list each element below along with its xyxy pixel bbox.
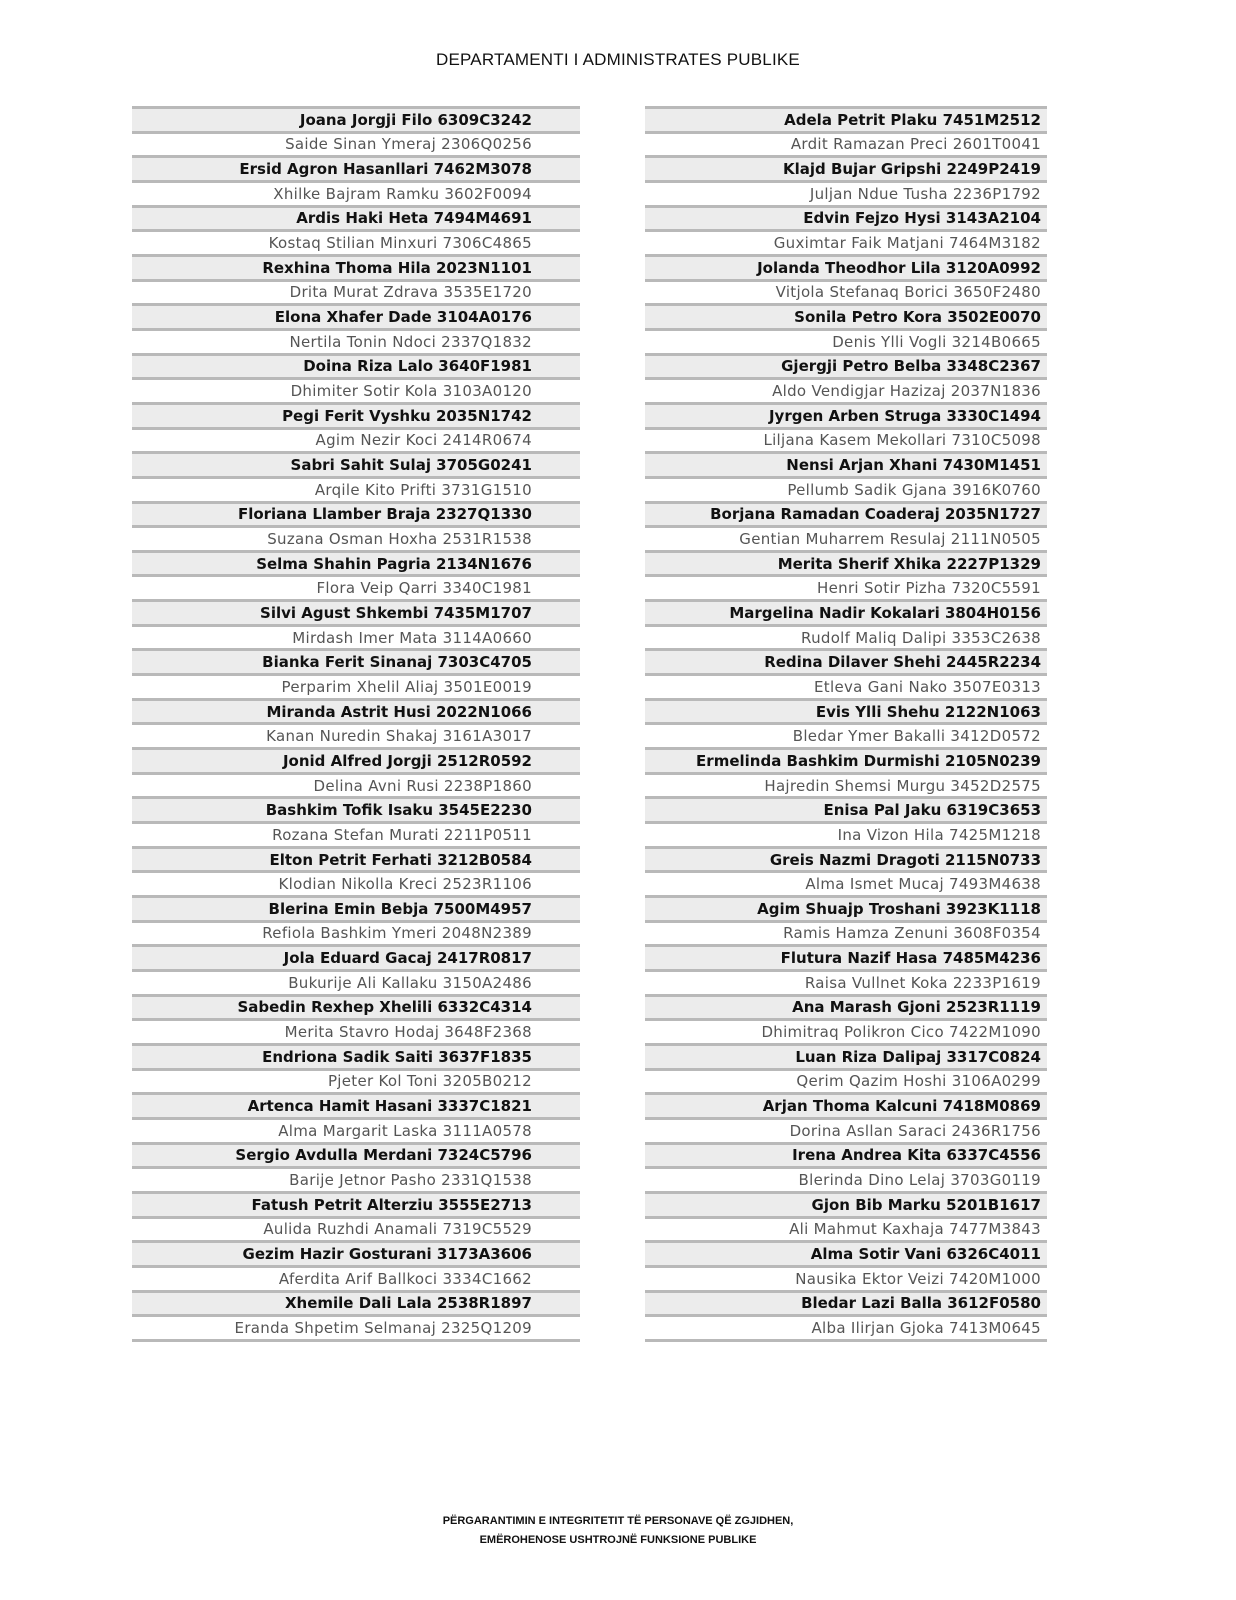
list-item: Nausika Ektor Veizi 7420M1000 [645,1265,1047,1290]
list-item: Bashkim Tofik Isaku 3545E2230 [132,796,580,821]
list-item: Barije Jetnor Pasho 2331Q1538 [132,1166,580,1191]
list-item: Adela Petrit Plaku 7451M2512 [645,106,1047,131]
list-item: Redina Dilaver Shehi 2445R2234 [645,648,1047,673]
list-item: Elona Xhafer Dade 3104A0176 [132,303,580,328]
list-item: Raisa Vullnet Koka 2233P1619 [645,969,1047,994]
list-item: Rozana Stefan Murati 2211P0511 [132,821,580,846]
list-item: Klodian Nikolla Kreci 2523R1106 [132,870,580,895]
list-item: Bledar Lazi Balla 3612F0580 [645,1290,1047,1315]
list-item: Sabedin Rexhep Xhelili 6332C4314 [132,994,580,1019]
list-item: Suzana Osman Hoxha 2531R1538 [132,525,580,550]
column-bottom-rule [645,1339,1047,1342]
list-item: Merita Sherif Xhika 2227P1329 [645,550,1047,575]
list-item: Liljana Kasem Mekollari 7310C5098 [645,427,1047,452]
list-item: Xhemile Dali Lala 2538R1897 [132,1290,580,1315]
list-item: Flora Veip Qarri 3340C1981 [132,574,580,599]
list-item: Saide Sinan Ymeraj 2306Q0256 [132,131,580,156]
list-item: Aldo Vendigjar Hazizaj 2037N1836 [645,377,1047,402]
left-name-list [132,106,580,1342]
list-item: Jyrgen Arben Struga 3330C1494 [645,402,1047,427]
list-item: Pjeter Kol Toni 3205B0212 [132,1068,580,1093]
list-item: Guximtar Faik Matjani 7464M3182 [645,229,1047,254]
list-item: Pegi Ferit Vyshku 2035N1742 [132,402,580,427]
list-item: Gezim Hazir Gosturani 3173A3606 [132,1240,580,1265]
list-item: Merita Stavro Hodaj 3648F2368 [132,1018,580,1043]
list-item: Denis Ylli Vogli 3214B0665 [645,328,1047,353]
list-item: Bianka Ferit Sinanaj 7303C4705 [132,648,580,673]
list-item: Dorina Asllan Saraci 2436R1756 [645,1117,1047,1142]
list-item: Floriana Llamber Braja 2327Q1330 [132,501,580,526]
list-item: Etleva Gani Nako 3507E0313 [645,673,1047,698]
list-item: Aferdita Arif Ballkoci 3334C1662 [132,1265,580,1290]
list-item: Dhimitraq Polikron Cico 7422M1090 [645,1018,1047,1043]
list-item: Silvi Agust Shkembi 7435M1707 [132,599,580,624]
list-item: Rexhina Thoma Hila 2023N1101 [132,254,580,279]
list-item: Alma Margarit Laska 3111A0578 [132,1117,580,1142]
list-item: Juljan Ndue Tusha 2236P1792 [645,180,1047,205]
list-item: Sergio Avdulla Merdani 7324C5796 [132,1142,580,1167]
list-item: Agim Shuajp Troshani 3923K1118 [645,895,1047,920]
list-item: Nertila Tonin Ndoci 2337Q1832 [132,328,580,353]
list-item: Doina Riza Lalo 3640F1981 [132,353,580,378]
list-item: Bukurije Ali Kallaku 3150A2486 [132,969,580,994]
list-item: Jonid Alfred Jorgji 2512R0592 [132,747,580,772]
list-item: Ramis Hamza Zenuni 3608F0354 [645,920,1047,945]
list-item: Aulida Ruzhdi Anamali 7319C5529 [132,1216,580,1241]
list-item: Hajredin Shemsi Murgu 3452D2575 [645,772,1047,797]
list-item: Alba Ilirjan Gjoka 7413M0645 [645,1314,1047,1339]
list-item: Gentian Muharrem Resulaj 2111N0505 [645,525,1047,550]
list-item: Nensi Arjan Xhani 7430M1451 [645,451,1047,476]
list-item: Margelina Nadir Kokalari 3804H0156 [645,599,1047,624]
list-item: Arqile Kito Prifti 3731G1510 [132,476,580,501]
list-item: Perparim Xhelil Aliaj 3501E0019 [132,673,580,698]
list-item: Edvin Fejzo Hysi 3143A2104 [645,205,1047,230]
list-item: Mirdash Imer Mata 3114A0660 [132,624,580,649]
list-item: Ina Vizon Hila 7425M1218 [645,821,1047,846]
list-item: Kanan Nuredin Shakaj 3161A3017 [132,722,580,747]
list-item: Arjan Thoma Kalcuni 7418M0869 [645,1092,1047,1117]
list-item: Alma Ismet Mucaj 7493M4638 [645,870,1047,895]
list-item: Enisa Pal Jaku 6319C3653 [645,796,1047,821]
list-item: Gjon Bib Marku 5201B1617 [645,1191,1047,1216]
list-item: Ermelinda Bashkim Durmishi 2105N0239 [645,747,1047,772]
list-item: Blerinda Dino Lelaj 3703G0119 [645,1166,1047,1191]
list-item: Evis Ylli Shehu 2122N1063 [645,698,1047,723]
list-item: Eranda Shpetim Selmanaj 2325Q1209 [132,1314,580,1339]
list-item: Ardis Haki Heta 7494M4691 [132,205,580,230]
right-name-list [645,106,1047,1342]
list-item: Qerim Qazim Hoshi 3106A0299 [645,1068,1047,1093]
list-item: Luan Riza Dalipaj 3317C0824 [645,1043,1047,1068]
list-item: Artenca Hamit Hasani 3337C1821 [132,1092,580,1117]
list-item: Borjana Ramadan Coaderaj 2035N1727 [645,501,1047,526]
list-item: Delina Avni Rusi 2238P1860 [132,772,580,797]
list-item: Ali Mahmut Kaxhaja 7477M3843 [645,1216,1047,1241]
list-item: Greis Nazmi Dragoti 2115N0733 [645,846,1047,871]
list-item: Jola Eduard Gacaj 2417R0817 [132,944,580,969]
footer-line-2: EMËROHENOSE USHTROJNË FUNKSIONE PUBLIKE [479,1534,757,1546]
list-item: Pellumb Sadik Gjana 3916K0760 [645,476,1047,501]
list-item: Agim Nezir Koci 2414R0674 [132,427,580,452]
list-item: Elton Petrit Ferhati 3212B0584 [132,846,580,871]
page-title: DEPARTAMENTI I ADMINISTRATES PUBLIKE [436,50,800,69]
list-item: Irena Andrea Kita 6337C4556 [645,1142,1047,1167]
list-item: Alma Sotir Vani 6326C4011 [645,1240,1047,1265]
list-item: Xhilke Bajram Ramku 3602F0094 [132,180,580,205]
list-item: Refiola Bashkim Ymeri 2048N2389 [132,920,580,945]
footer-line-1: PËRGARANTIMIN E INTEGRITETIT TË PERSONAVE QË ZGJIDHEN, [442,1515,794,1527]
list-item: Joana Jorgji Filo 6309C3242 [132,106,580,131]
list-item: Ardit Ramazan Preci 2601T0041 [645,131,1047,156]
list-item: Kostaq Stilian Minxuri 7306C4865 [132,229,580,254]
footer [0,1512,1236,1550]
column-bottom-rule [132,1339,580,1342]
list-item: Drita Murat Zdrava 3535E1720 [132,279,580,304]
list-item: Flutura Nazif Hasa 7485M4236 [645,944,1047,969]
list-item: Blerina Emin Bebja 7500M4957 [132,895,580,920]
list-item: Sabri Sahit Sulaj 3705G0241 [132,451,580,476]
list-item: Endriona Sadik Saiti 3637F1835 [132,1043,580,1068]
list-item: Jolanda Theodhor Lila 3120A0992 [645,254,1047,279]
list-item: Rudolf Maliq Dalipi 3353C2638 [645,624,1047,649]
list-item: Miranda Astrit Husi 2022N1066 [132,698,580,723]
list-item: Henri Sotir Pizha 7320C5591 [645,574,1047,599]
list-item: Klajd Bujar Gripshi 2249P2419 [645,155,1047,180]
list-item: Bledar Ymer Bakalli 3412D0572 [645,722,1047,747]
list-item: Selma Shahin Pagria 2134N1676 [132,550,580,575]
list-item: Sonila Petro Kora 3502E0070 [645,303,1047,328]
list-item: Dhimiter Sotir Kola 3103A0120 [132,377,580,402]
list-item: Ersid Agron Hasanllari 7462M3078 [132,155,580,180]
list-item: Ana Marash Gjoni 2523R1119 [645,994,1047,1019]
list-item: Vitjola Stefanaq Borici 3650F2480 [645,279,1047,304]
list-item: Fatush Petrit Alterziu 3555E2713 [132,1191,580,1216]
list-item: Gjergji Petro Belba 3348C2367 [645,353,1047,378]
